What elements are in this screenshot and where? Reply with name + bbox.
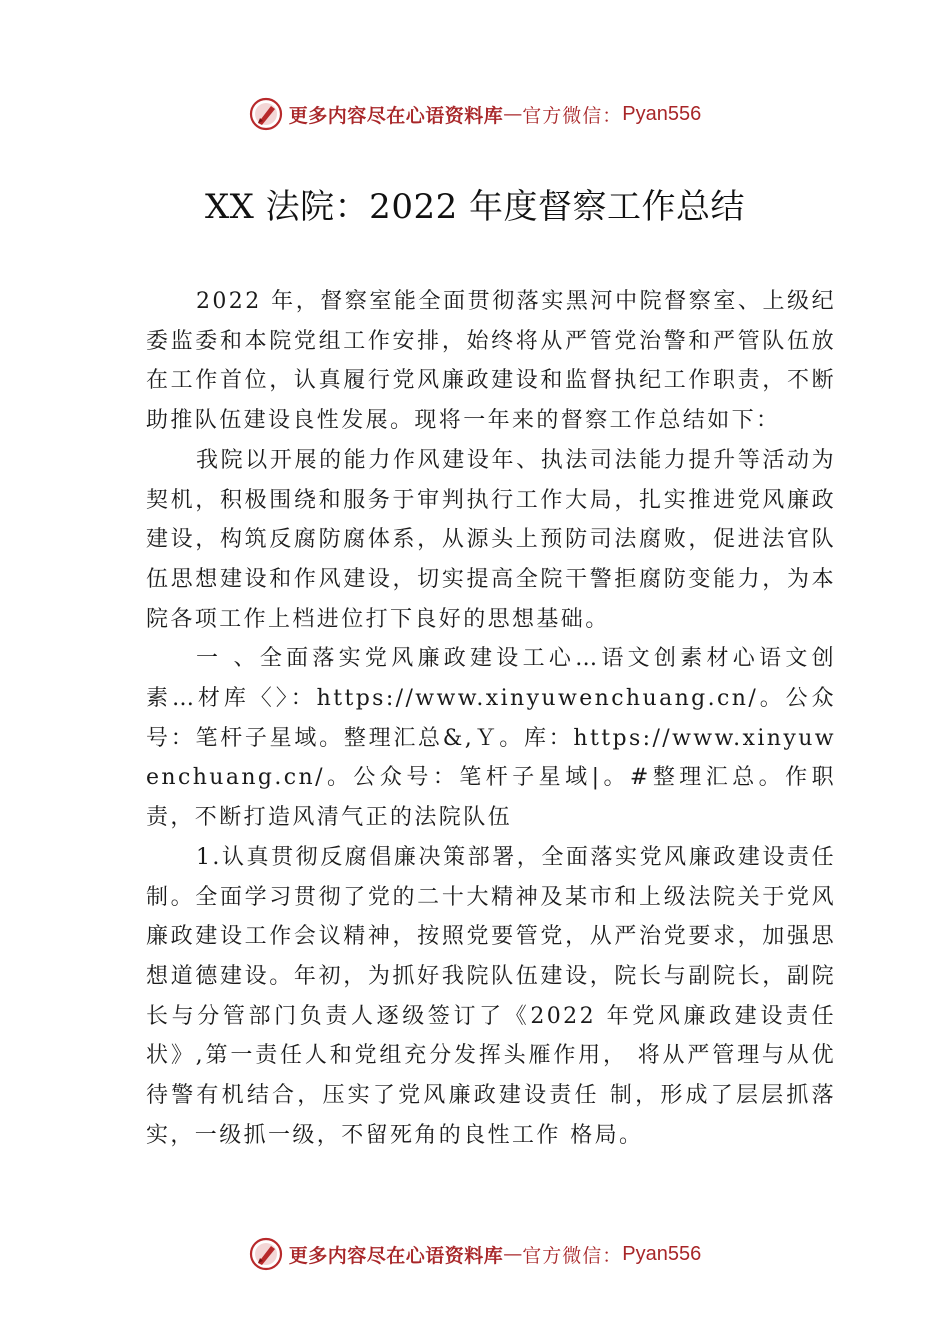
- paragraph-item-one: 1.认真贯彻反腐倡廉决策部署，全面落实党风廉政建设责任制。全面学习贯彻了党的二十大精神及某市和上级法院关于党风廉政建设工作会议精神，按照党要管党，从严治党要求，加强思想道德建设。年初，为抓好我院队伍建设，院长与副院长，副院长与分管部门负责人逐级签订了《2022 年党风廉政建设责任状》,第一责任人和党组充分发挥头雁作用， 将从严管理与从优待警有机结合，压实了党风廉政建设责任 制，形成了层层抓落实，一级抓一级，不留死角的良性工作 格局。: [146, 844, 836, 1148]
- banner-dash: —: [503, 103, 523, 125]
- paragraph-section-one-heading: 一 、全面落实党风廉政建设工心…语文创素材心语文创素…材库〈〉：https://www.xinyuwenchuang.cn/。公众号：笔杆子星域。整理汇总&,Ｙ。库：https://www.xinyuwenchuang.cn/。公众号：笔杆子星域|。#整理汇总。作职责，不断打造风清气正的法院队伍: [146, 646, 836, 831]
- banner-wechat-label: 官方微信：: [522, 104, 623, 127]
- document-title: XX 法院：2022 年度督察工作总结: [204, 187, 746, 227]
- footer-banner: [0, 1234, 950, 1274]
- banner-wechat-label: 官方微信：: [522, 1244, 623, 1267]
- pen-logo-icon: [249, 1237, 283, 1271]
- pen-logo-icon: [249, 97, 283, 131]
- banner-wechat-id: Pyan556: [622, 102, 702, 125]
- paragraph-intro: 2022 年，督察室能全面贯彻落实黑河中院督察室、上级纪委监委和本院党组工作安排，始终将从严管党治警和严管队伍放在工作首位，认真履行党风廉政建设和监督执纪工作职责，不断助推队伍建设良性发展。现将一年来的督察工作总结如下：: [146, 289, 836, 434]
- document-body: [146, 282, 836, 1155]
- paragraph-context: 我院以开展的能力作风建设年、执法司法能力提升等活动为契机，积极围绕和服务于审判执行工作大局，扎实推进党风廉政建设，构筑反腐防腐体系，从源头上预防司法腐败，促进法官队伍思想建设和作风建设，切实提高全院干警拒腐防变能力，为本院各项工作上档进位打下良好的思想基础。: [146, 447, 836, 632]
- banner-main-text: 更多内容尽在心语资料库: [288, 104, 504, 127]
- banner-main-text: 更多内容尽在心语资料库: [288, 1244, 504, 1267]
- header-banner: [0, 94, 950, 134]
- banner-wechat-id: Pyan556: [622, 1242, 702, 1265]
- banner-dash: —: [503, 1243, 523, 1265]
